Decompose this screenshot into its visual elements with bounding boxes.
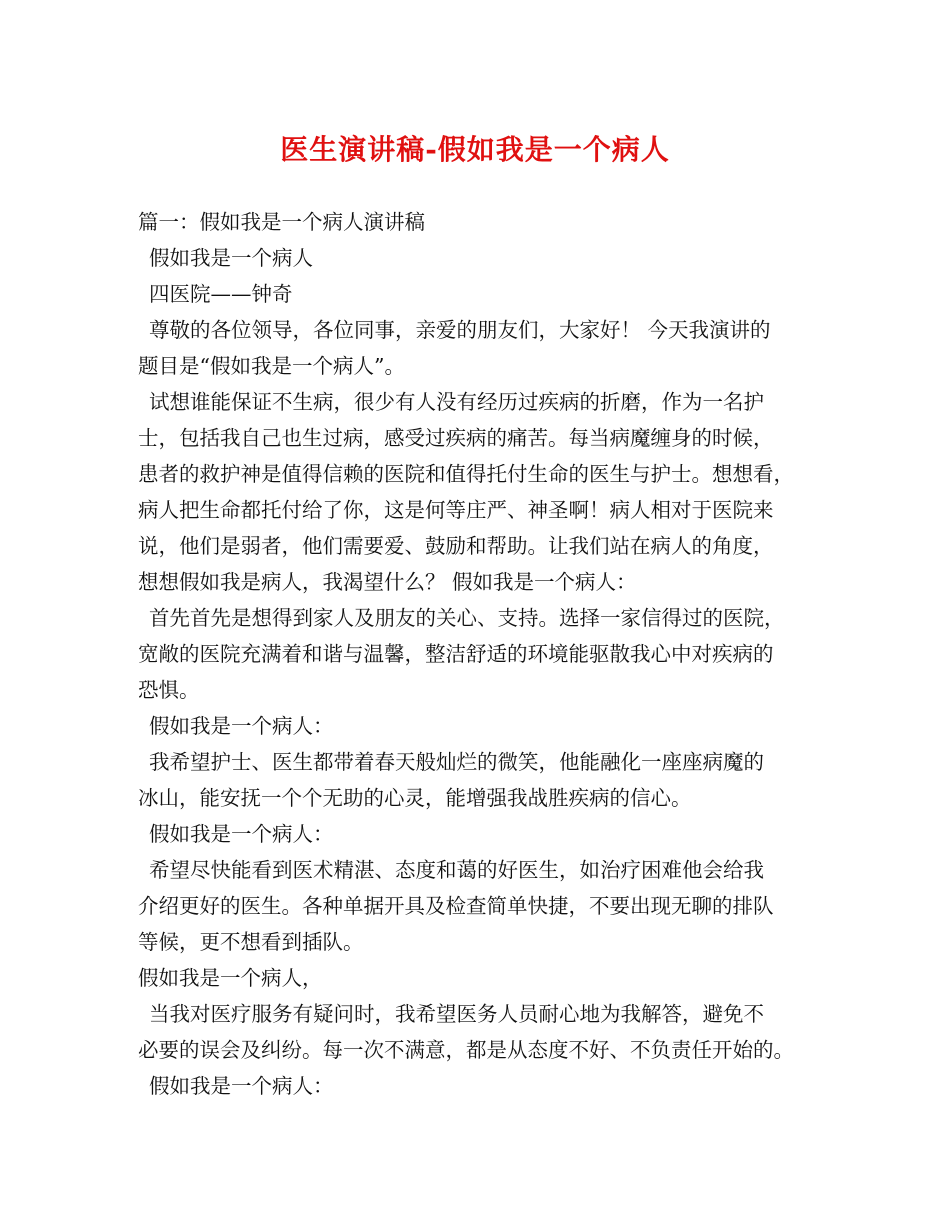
text-line: 首先首先是想得到家人及朋友的关心、支持。选择一家信得过的医院， xyxy=(149,606,785,630)
text-line: 假如我是一个病人： xyxy=(149,822,334,846)
text-line: 我希望护士、医生都带着春天般灿烂的微笑，他能融化一座座病魔的 xyxy=(149,750,764,774)
text-line: 宽敞的医院充满着和谐与温馨，整洁舒适的环境能驱散我心中对疾病的 xyxy=(138,642,774,666)
text-line: 假如我是一个病人： xyxy=(149,714,334,738)
text-line: 病人把生命都托付给了你，这是何等庄严、神圣啊！病人相对于医院来 xyxy=(138,498,774,522)
text-line: 恐惧。 xyxy=(138,678,200,702)
text-line: 等候，更不想看到插队。 xyxy=(138,930,364,954)
text-line: 介绍更好的医生。各种单据开具及检查简单快捷，不要出现无聊的排队 xyxy=(138,894,774,918)
text-line: 篇一：假如我是一个病人演讲稿 xyxy=(138,210,425,234)
text-line: 患者的救护神是值得信赖的医院和值得托付生命的医生与护士。想想看， xyxy=(138,462,794,486)
text-line: 四医院——钟奇 xyxy=(149,282,293,306)
text-line: 说，他们是弱者，他们需要爱、鼓励和帮助。让我们站在病人的角度， xyxy=(138,534,774,558)
text-line: 尊敬的各位领导，各位同事，亲爱的朋友们，大家好！ 今天我演讲的 xyxy=(149,318,771,342)
text-line: 必要的误会及纠纷。每一次不满意，都是从态度不好、不负责任开始的。 xyxy=(138,1038,794,1062)
text-line: 希望尽快能看到医术精湛、态度和蔼的好医生，如治疗困难他会给我 xyxy=(149,858,764,882)
text-line: 当我对医疗服务有疑问时，我希望医务人员耐心地为我解答，避免不 xyxy=(149,1002,764,1026)
document-title: 医生演讲稿-假如我是一个病人 xyxy=(280,133,670,166)
document-body xyxy=(138,204,828,1104)
text-line: 想想假如我是病人，我渴望什么？ 假如我是一个病人： xyxy=(138,570,637,594)
text-line: 假如我是一个病人 xyxy=(149,246,313,270)
text-line: 试想谁能保证不生病，很少有人没有经历过疾病的折磨，作为一名护 xyxy=(149,390,764,414)
text-line: 题目是“假如我是一个病人”。 xyxy=(138,354,405,378)
text-line: 士，包括我自己也生过病，感受过疾病的痛苦。每当病魔缠身的时候， xyxy=(138,426,774,450)
text-line: 假如我是一个病人， xyxy=(138,966,323,990)
text-line: 假如我是一个病人： xyxy=(149,1074,334,1098)
text-line: 冰山，能安抚一个个无助的心灵，能增强我战胜疾病的信心。 xyxy=(138,786,692,810)
